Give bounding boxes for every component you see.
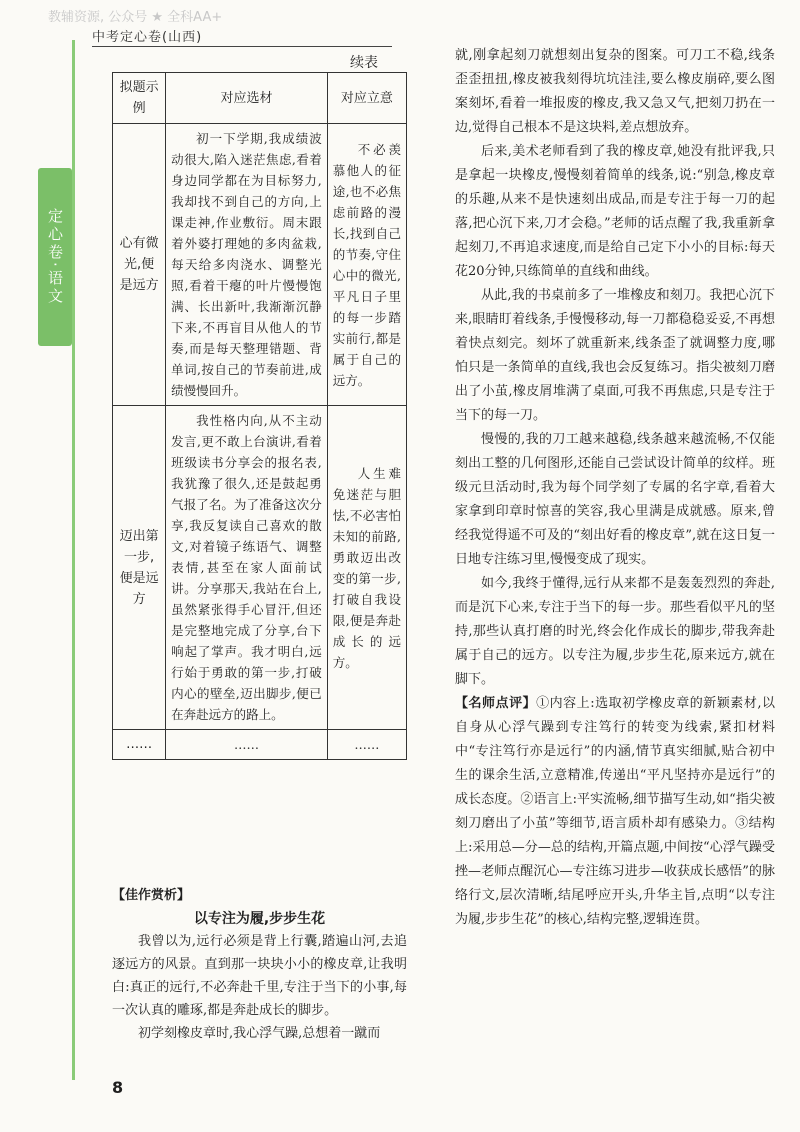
table-header-cell: 对应立意	[327, 73, 406, 124]
essay-left-column	[112, 930, 407, 1045]
table-header-row	[113, 73, 407, 124]
section-label: 【佳作赏析】	[112, 888, 191, 903]
row-theme: ……	[327, 730, 406, 760]
essay-paragraph: 后来,美术老师看到了我的橡皮章,她没有批评我,只是拿起一块橡皮,慢慢刻着简单的线条,说:“别急,橡皮章的乐趣,从来不是快速刻出成品,而是专注于每一刀的起落,把心沉下来,刀才会稳。”老师的话点醒了我,我重新拿起刻刀,不再追求速度,而是给自己定下小小的目标:每天花20分钟,只练简单的直线和曲线。	[455, 144, 775, 279]
header-divider	[92, 46, 392, 47]
table-row	[113, 406, 407, 730]
table-header-cell: 拟题示例	[113, 73, 166, 124]
watermark-text: 教辅资源, 公众号 ★ 全科AA+	[48, 10, 223, 25]
comment-label: 【名师点评】	[455, 696, 537, 711]
table-row	[113, 124, 407, 406]
essay-paragraph: 初学刻橡皮章时,我心浮气躁,总想着一蹴而	[138, 1026, 381, 1041]
row-title: 心有微光,便是远方	[113, 124, 166, 406]
row-title: ……	[113, 730, 166, 760]
table-row	[113, 730, 407, 760]
table-header-cell: 对应选材	[166, 73, 328, 124]
row-material: 初一下学期,我成绩波动很大,陷入迷茫焦虑,看着身边同学都在为目标努力,我却找不到自己的方向,上课走神,作业敷衍。周末跟着外婆打理她的多肉盆栽,每天给多肉浇水、调整光照,看着干瘪的叶片慢慢饱满、长出新叶,我渐渐沉静下来,不再盲目从他人的节奏,而是每天整理错题、背单词,按自己的节奏前进,成绩慢慢回升。	[166, 124, 328, 406]
teacher-comment	[455, 692, 775, 932]
essay-right-column	[455, 44, 775, 932]
row-theme: 人生难免迷茫与胆怯,不必害怕未知的前路,勇敢迈出改变的第一步,打破自我设限,便是奔赴成长的远方。	[327, 406, 406, 730]
row-material: ……	[166, 730, 328, 760]
comment-text: ①内容上:选取初学橡皮章的新颖素材,以自身从心浮气躁到专注笃行的转变为线索,紧扣材料中“专注笃行亦是远行”的内涵,情节真实细腻,贴合初中生的课余生活,立意精准,传递出“平凡坚持亦是远行”的成长态度。②语言上:平实流畅,细节描写生动,如“指尖被刻刀磨出了小茧”等细节,语言质朴却有感染力。③结构上:采用总—分—总的结构,开篇点题,中间按“心浮气躁受挫—老师点醒沉心—专注练习进步—收获成长感悟”的脉络行文,层次清晰,结尾呼应开头,升华主旨,点明“以专注为履,步步生花”的核心,结构完整,逻辑连贯。	[455, 696, 775, 927]
essay-paragraph: 我曾以为,远行必须是背上行囊,踏遍山河,去追逐远方的风景。直到那一块块小小的橡皮章,让我明白:真正的远行,不必奔赴千里,专注于当下的小事,每一次认真的雕琢,都是奔赴成长的脚步。	[112, 934, 407, 1018]
page-number: 8	[112, 1078, 124, 1097]
essay-paragraph: 从此,我的书桌前多了一堆橡皮和刻刀。我把心沉下来,眼睛盯着线条,手慢慢移动,每一刀都稳稳妥妥,不再想着快点刻完。刻坏了就重新来,线条歪了就调整力度,哪怕只是一条简单的直线,我也会反复练习。指尖被刻刀磨出了小茧,橡皮屑堆满了桌面,可我不再焦虑,只是专注于当下的每一刀。	[455, 288, 775, 423]
essay-paragraph: 就,刚拿起刻刀就想刻出复杂的图案。可刀工不稳,线条歪歪扭扭,橡皮被我刻得坑坑洼洼,要么橡皮崩碎,要么图案刻坏,看着一堆报废的橡皮,我又急又气,把刻刀扔在一边,觉得自己根本不是这块料,差点想放弃。	[455, 48, 775, 135]
row-title: 迈出第一步,便是远方	[113, 406, 166, 730]
essay-paragraph: 如今,我终于懂得,远行从来都不是轰轰烈烈的奔赴,而是沉下心来,专注于当下的每一步。那些看似平凡的坚持,那些认真打磨的时光,终会化作成长的脚步,带我奔赴属于自己的远方。以专注为履,步步生花,原来远方,就在脚下。	[455, 576, 775, 687]
row-theme: 不必羡慕他人的征途,也不必焦虑前路的漫长,找到自己的节奏,守住心中的微光,平凡日子里的每一步踏实前行,都是属于自己的远方。	[327, 124, 406, 406]
essay-paragraph: 慢慢的,我的刀工越来越稳,线条越来越流畅,不仅能刻出工整的几何图形,还能自己尝试设计简单的纹样。班级元旦活动时,我为每个同学刻了专属的名字章,看着大家拿到印章时惊喜的笑容,我心里满是成就感。原来,曾经我觉得遥不可及的“刻出好看的橡皮章”,就在这日复一日地专注练习里,慢慢变成了现实。	[455, 432, 775, 567]
left-margin-bar	[72, 40, 75, 1080]
continued-label: 续表	[350, 55, 378, 71]
essay-title: 以专注为履,步步生花	[193, 911, 326, 927]
row-material: 我性格内向,从不主动发言,更不敢上台演讲,看着班级读书分享会的报名表,我犹豫了很久,还是鼓起勇气报了名。为了准备这次分享,我反复读自己喜欢的散文,对着镜子练语气、调整表情,甚至在家人面前试讲。分享那天,我站在台上,虽然紧张得手心冒汗,但还是完整地完成了分享,台下响起了掌声。我才明白,远行始于勇敢的第一步,打破内心的壁垒,迈出脚步,便已在奔赴远方的路上。	[166, 406, 328, 730]
example-table	[112, 72, 407, 760]
page-header: 中考定心卷(山西)	[92, 30, 203, 45]
side-tab: 定心卷·语文	[38, 168, 72, 346]
